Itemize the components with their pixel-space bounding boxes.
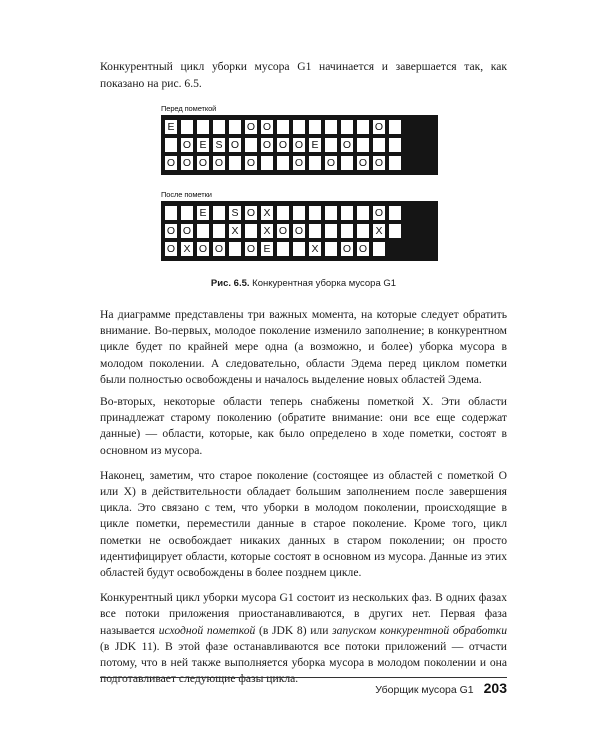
figure-caption-text: Конкурентная уборка мусора G1: [252, 278, 397, 289]
region-cell: [165, 206, 177, 220]
g1-regions-figure: [161, 103, 446, 261]
after-grid-row: [163, 223, 436, 239]
region-cell: [181, 120, 193, 134]
region-cell: [389, 138, 401, 152]
body-text: [100, 307, 507, 696]
phases-text-a: Конкурентный цикл уборки мусора G1 состоит из нескольких фаз. В одних фазах все потоки приложения приостанавливаются, в других нет. Первая фаза называется: [100, 591, 507, 637]
region-cell: O: [246, 242, 256, 255]
page-footer: [100, 680, 507, 696]
region-cell: [309, 120, 321, 134]
paragraph-old-generation: Наконец, заметим, что старое поколение (состоящее из областей с пометкой O или X) в действительности обладает большим заполнением после завершения цикла. Это связано с тем, что уборки в молодом поколении, происходящие в цикле пометки, переместили данные в старое поколение. Кроме того, цикл пометки не освобождает никаких данных в старом поколении; он просто идентифицирует области, которые состоят в основном из мусора. Данные из этих областей будут освобождены в более позднем цикле.: [100, 468, 507, 580]
footer-rule: [100, 677, 507, 678]
region-cell: S: [213, 138, 225, 152]
region-cell: [277, 156, 289, 170]
region-cell: O: [262, 120, 272, 133]
region-cell: O: [278, 224, 288, 237]
region-cell: E: [309, 138, 321, 152]
region-cell: [357, 224, 369, 238]
region-cell: [389, 224, 401, 238]
region-cell: [213, 206, 225, 220]
region-cell: [229, 242, 241, 256]
region-cell: [357, 120, 369, 134]
region-cell: [325, 224, 337, 238]
region-cell: E: [261, 242, 273, 256]
region-cell: [213, 120, 225, 134]
region-cell: O: [246, 120, 256, 133]
region-cell: [325, 120, 337, 134]
region-cell: O: [198, 156, 208, 169]
before-grid-row: [163, 155, 436, 171]
phases-text-c: (в JDK 11). В этой фазе останавливаются все потоки приложений — отчасти потому, что в ней также выполняется уборка мусора в молодом поколении и она подготавливает следующие фазы цикла.: [100, 639, 507, 686]
region-cell: [373, 242, 385, 256]
region-cell: [389, 206, 401, 220]
region-cell: X: [309, 242, 321, 256]
region-cell: [389, 120, 401, 134]
region-cell: [197, 120, 209, 134]
region-cell: [277, 206, 289, 220]
region-cell: [213, 224, 225, 238]
paragraph-three-points: На диаграмме представлены три важных момента, на которые следует обратить внимание. Во-первых, молодое поколение изменило заполнение; в конкурентном цикле будет по крайней мере одна (а возможно, и более) уборка мусора в молодом поколении. А следовательно, области Эдема перед циклом пометки были полностью освобождены и началось выделение новых областей Эдема.: [100, 308, 507, 386]
region-cell: E: [165, 120, 177, 134]
region-cell: [325, 242, 337, 256]
region-cell: E: [197, 206, 209, 220]
region-cell: X: [229, 224, 241, 238]
after-marking-label: После пометки: [161, 190, 212, 199]
region-cell: O: [198, 242, 208, 255]
before-grid-row: [163, 137, 436, 153]
intro-paragraph: Конкурентный цикл уборки мусора G1 начинается и завершается так, как показано на рис. 6.5.: [100, 60, 507, 90]
region-cell: O: [246, 156, 256, 169]
region-cell: [373, 138, 385, 152]
region-cell: S: [229, 206, 241, 220]
region-cell: O: [182, 138, 192, 151]
region-cell: O: [182, 224, 192, 237]
region-cell: [341, 224, 353, 238]
region-cell: [277, 242, 289, 256]
region-cell: O: [166, 156, 176, 169]
region-cell: [181, 206, 193, 220]
region-cell: [165, 138, 177, 152]
region-cell: O: [294, 224, 304, 237]
region-cell: O: [246, 206, 256, 219]
region-cell: O: [358, 242, 368, 255]
region-cell: O: [214, 242, 224, 255]
region-cell: O: [374, 206, 384, 219]
region-cell: [309, 224, 321, 238]
region-cell: X: [181, 242, 193, 256]
region-cell: [261, 156, 273, 170]
region-cell: O: [166, 224, 176, 237]
region-cell: O: [166, 242, 176, 255]
region-cell: [325, 206, 337, 220]
running-head: Уборщик мусора G1: [375, 684, 474, 696]
after-marking-grid: [161, 201, 438, 261]
region-cell: [357, 206, 369, 220]
region-cell: O: [230, 138, 240, 151]
region-cell: O: [182, 156, 192, 169]
after-grid-row: [163, 205, 436, 221]
region-cell: X: [261, 206, 273, 220]
paragraph-x-regions: Во-вторых, некоторые области теперь снабжены пометкой X. Эти области принадлежат старому поколению (обратите внимание: они все еще содержат данные) — области, которые, как было определено в ходе пометки, состоят в основном из мусора.: [100, 395, 507, 457]
region-cell: O: [294, 138, 304, 151]
figure-caption: [100, 278, 507, 289]
region-cell: [277, 120, 289, 134]
phases-text-b: (в JDK 8) или: [255, 623, 333, 637]
term-concurrent-start: запуском конкурентной обработки: [332, 623, 508, 637]
page-number: 203: [483, 680, 507, 696]
region-cell: [341, 120, 353, 134]
region-cell: O: [358, 156, 368, 169]
term-initial-mark: исходной пометкой: [158, 623, 256, 637]
region-cell: O: [214, 156, 224, 169]
region-cell: O: [262, 138, 272, 151]
after-grid-row: [163, 241, 436, 257]
region-cell: X: [373, 224, 385, 238]
region-cell: O: [294, 156, 304, 169]
region-cell: [197, 224, 209, 238]
region-cell: [293, 242, 305, 256]
region-cell: X: [261, 224, 273, 238]
paragraph-phases: [100, 590, 507, 687]
before-marking-grid: [161, 115, 438, 175]
region-cell: [229, 156, 241, 170]
region-cell: O: [326, 156, 336, 169]
region-cell: E: [197, 138, 209, 152]
region-cell: [357, 138, 369, 152]
region-cell: [309, 156, 321, 170]
region-cell: [229, 120, 241, 134]
region-cell: O: [374, 156, 384, 169]
region-cell: [325, 138, 337, 152]
region-cell: O: [342, 138, 352, 151]
region-cell: [293, 206, 305, 220]
region-cell: [309, 206, 321, 220]
region-cell: [245, 138, 257, 152]
region-cell: [341, 156, 353, 170]
before-marking-label: Перед пометкой: [161, 104, 217, 113]
before-grid-row: [163, 119, 436, 135]
region-cell: O: [374, 120, 384, 133]
region-cell: [245, 224, 257, 238]
region-cell: [341, 206, 353, 220]
region-cell: [293, 120, 305, 134]
region-cell: O: [278, 138, 288, 151]
region-cell: O: [342, 242, 352, 255]
region-cell: [389, 156, 401, 170]
figure-caption-number: Рис. 6.5.: [210, 278, 250, 289]
